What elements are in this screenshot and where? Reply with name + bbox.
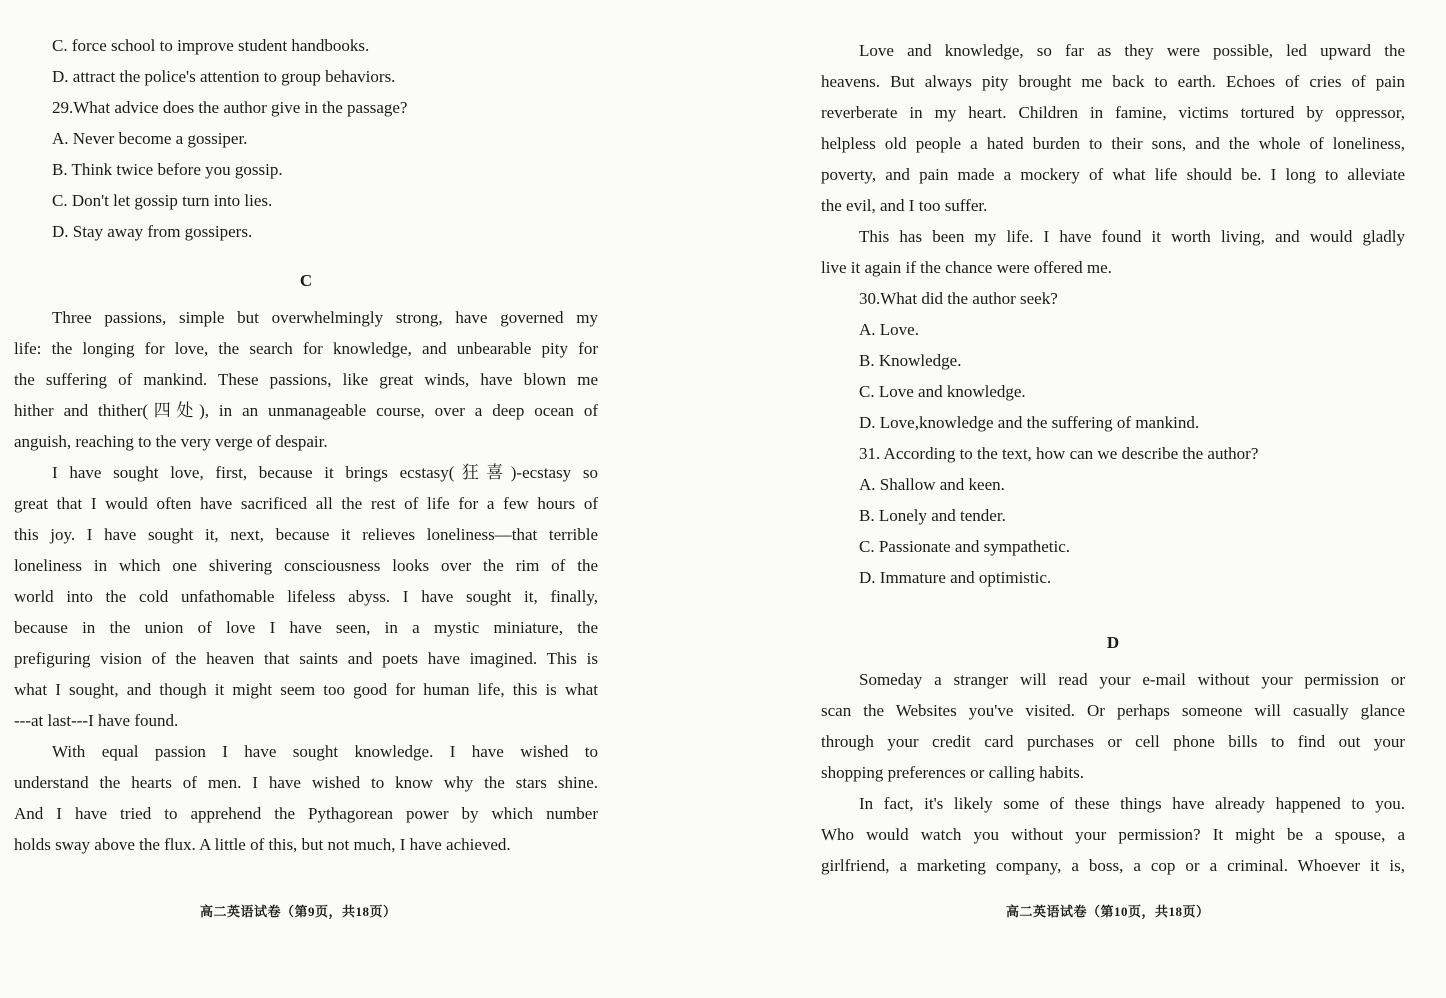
q29-option-a: A. Never become a gossiper.: [52, 129, 248, 148]
q29-option-d: D. Stay away from gossipers.: [52, 222, 253, 241]
q30-option-c: C. Love and knowledge.: [859, 382, 1026, 401]
q29-option-c: C. Don't let gossip turn into lies.: [52, 191, 273, 210]
q29-question: 29.What advice does the author give in the passage?: [52, 98, 408, 117]
passage-c-line: this joy. I have sought it, next, because it relieves loneliness—that terrible: [14, 525, 598, 544]
passage-c-line: hither and thither(四处), in an unmanageable course, over a deep ocean of: [14, 401, 598, 420]
passage-d-line: through your credit card purchases or cell phone bills to find out your: [821, 732, 1405, 751]
passage-c-continued-line: live it again if the chance were offered me.: [821, 258, 1112, 277]
passage-c-line: Three passions, simple but overwhelmingly strong, have governed my: [52, 308, 598, 327]
passage-c-line: the suffering of mankind. These passions, like great winds, have blown me: [14, 370, 598, 389]
passage-c-line: because in the union of love I have seen, in a mystic miniature, the: [14, 618, 598, 637]
q30-question: 30.What did the author seek?: [859, 289, 1058, 308]
passage-d-line: shopping preferences or calling habits.: [821, 763, 1084, 782]
q30-option-d: D. Love,knowledge and the suffering of mankind.: [859, 413, 1200, 432]
section-c-heading: C: [299, 271, 313, 290]
passage-d-line: girlfriend, a marketing company, a boss, a cop or a criminal. Whoever it is,: [821, 856, 1405, 875]
passage-c-line: what I sought, and though it might seem too good for human life, this is what: [14, 680, 598, 699]
passage-c-line: anguish, reaching to the very verge of despair.: [14, 432, 328, 451]
section-d-heading: D: [1106, 633, 1120, 652]
passage-c-continued-line: heavens. But always pity brought me back to earth. Echoes of cries of pain: [821, 72, 1405, 91]
passage-c-line: great that I would often have sacrificed all the rest of life for a few hours of: [14, 494, 598, 513]
passage-d-line: In fact, it's likely some of these things have already happened to you.: [859, 794, 1405, 813]
q29-option-b: B. Think twice before you gossip.: [52, 160, 283, 179]
passage-c-line: I have sought love, first, because it brings ecstasy(狂喜)-ecstasy so: [52, 463, 598, 482]
q28-option-c: C. force school to improve student handbooks.: [52, 36, 370, 55]
passage-c-continued-line: poverty, and pain made a mockery of what life should be. I long to alleviate: [821, 165, 1405, 184]
page-footer-9: 高二英语试卷（第9页，共18页）: [200, 904, 397, 919]
passage-d-line: scan the Websites you've visited. Or perhaps someone will casually glance: [821, 701, 1405, 720]
right-page: [723, 0, 1446, 998]
q31-option-c: C. Passionate and sympathetic.: [859, 537, 1071, 556]
q30-option-b: B. Knowledge.: [859, 351, 962, 370]
q28-option-d: D. attract the police's attention to group behaviors.: [52, 67, 396, 86]
passage-d-line: Who would watch you without your permission? It might be a spouse, a: [821, 825, 1405, 844]
q31-option-b: B. Lonely and tender.: [859, 506, 1006, 525]
passage-c-line: With equal passion I have sought knowledge. I have wished to: [52, 742, 598, 761]
passage-c-line: understand the hearts of men. I have wished to know why the stars shine.: [14, 773, 598, 792]
passage-c-continued-line: reverberate in my heart. Children in famine, victims tortured by oppressor,: [821, 103, 1405, 122]
page-footer-10: 高二英语试卷（第10页，共18页）: [1006, 904, 1210, 919]
passage-c-continued-line: This has been my life. I have found it worth living, and would gladly: [859, 227, 1405, 246]
passage-c-line: And I have tried to apprehend the Pythagorean power by which number: [14, 804, 598, 823]
passage-c-line: life: the longing for love, the search for knowledge, and unbearable pity for: [14, 339, 598, 358]
passage-c-line: loneliness in which one shivering consciousness looks over the rim of the: [14, 556, 598, 575]
passage-d-line: Someday a stranger will read your e-mail without your permission or: [859, 670, 1405, 689]
q30-option-a: A. Love.: [859, 320, 919, 339]
passage-c-continued-line: Love and knowledge, so far as they were possible, led upward the: [859, 41, 1405, 60]
passage-c-continued-line: helpless old people a hated burden to their sons, and the whole of loneliness,: [821, 134, 1405, 153]
passage-c-line: holds sway above the flux. A little of this, but not much, I have achieved.: [14, 835, 511, 854]
q31-option-d: D. Immature and optimistic.: [859, 568, 1052, 587]
passage-c-line: prefiguring vision of the heaven that saints and poets have imagined. This is: [14, 649, 598, 668]
right-column: [821, 35, 1405, 881]
q31-option-a: A. Shallow and keen.: [859, 475, 1005, 494]
passage-c-line: world into the cold unfathomable lifeless abyss. I have sought it, finally,: [14, 587, 598, 606]
left-column: [14, 30, 598, 860]
q31-question: 31. According to the text, how can we describe the author?: [859, 444, 1259, 463]
passage-c-line: ---at last---I have found.: [14, 711, 179, 730]
passage-c-continued-line: the evil, and I too suffer.: [821, 196, 988, 215]
